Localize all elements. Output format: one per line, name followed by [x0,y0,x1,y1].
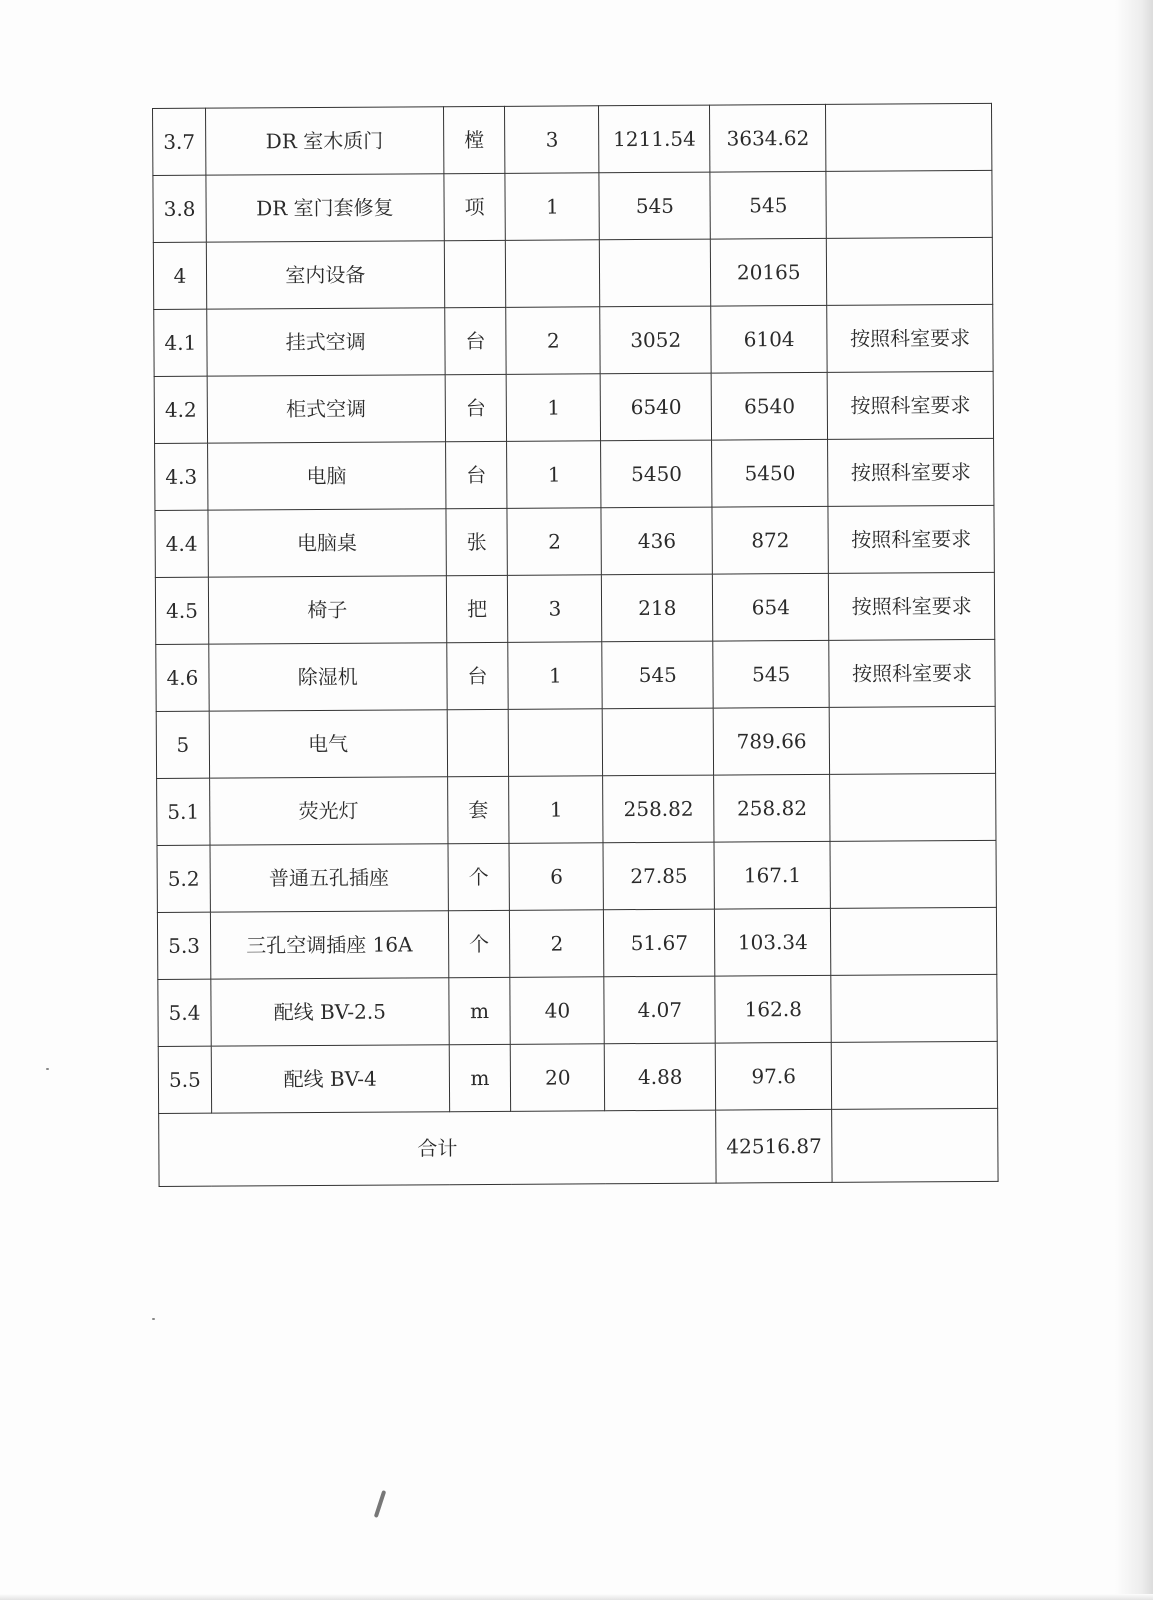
cell-remark: 按照科室要求 [829,639,995,707]
cell-unit: m [448,977,510,1044]
cell-remark [829,706,995,774]
cell-amount: 258.82 [714,774,830,842]
cell-remark: 按照科室要求 [829,572,995,640]
cell-price [600,239,711,307]
cell-amount: 167.1 [714,841,830,909]
total-amount: 42516.87 [716,1109,832,1183]
cell-price: 545 [599,172,710,240]
table-row [155,438,994,510]
cell-remark: 按照科室要求 [827,304,993,372]
cell-unit: 台 [445,441,507,508]
cell-amount: 97.6 [715,1042,831,1110]
cell-amount: 6540 [711,372,827,440]
cell-qty: 40 [510,977,604,1045]
cell-name: 电脑 [208,442,446,510]
total-row [159,1108,998,1186]
table-row [155,572,994,644]
cell-unit: 把 [446,575,508,642]
cell-remark: 按照科室要求 [828,438,994,506]
cell-name: 电气 [209,710,447,778]
cell-no: 5.5 [158,1046,211,1113]
table-row [157,840,996,912]
cell-price: 1211.54 [599,105,710,173]
cell-name: 普通五孔插座 [210,844,448,912]
cell-amount: 103.34 [715,908,831,976]
cell-remark [831,1041,997,1109]
cell-qty [506,240,600,308]
cell-remark [830,773,996,841]
table-row [157,773,996,845]
cell-unit: 套 [447,776,509,843]
cell-name: 三孔空调插座 16A [210,911,448,979]
cell-qty: 1 [508,642,602,710]
cell-amount: 3634.62 [710,104,826,172]
cell-price: 4.88 [605,1043,716,1111]
cell-qty: 2 [507,508,601,576]
cell-no: 5.3 [157,912,210,979]
table-row [156,639,995,711]
cell-amount: 162.8 [715,975,831,1043]
table-row [154,371,993,443]
cell-qty: 3 [505,106,599,174]
table-row [158,1041,997,1113]
cell-unit: 樘 [443,106,505,173]
table-row [157,907,996,979]
cell-no: 4 [153,242,206,309]
cell-name: 挂式空调 [207,308,445,376]
cell-qty [509,709,603,777]
cell-name: 室内设备 [206,241,444,309]
total-remark [832,1108,998,1182]
cell-name: 配线 BV-4 [211,1045,449,1113]
cell-amount: 6104 [711,305,827,373]
cell-remark: 按照科室要求 [827,371,993,439]
cell-no: 5 [156,711,209,778]
cell-unit: 个 [448,910,510,977]
cell-unit: 台 [445,374,507,441]
table-row [155,505,994,577]
cell-name: 荧光灯 [210,777,448,845]
cell-unit: 个 [448,843,510,910]
cell-no: 5.1 [157,778,210,845]
cell-remark [831,907,997,975]
cell-no: 5.2 [157,845,210,912]
cell-no: 5.4 [158,979,211,1046]
table-row [158,974,997,1046]
cell-amount: 654 [713,573,829,641]
cost-table [152,103,999,1187]
cell-qty: 6 [509,843,603,911]
cell-remark: 按照科室要求 [828,505,994,573]
cell-unit: m [449,1044,511,1111]
cell-name: 配线 BV-2.5 [211,978,449,1046]
cell-no: 4.3 [155,443,208,510]
cell-no: 4.2 [154,376,207,443]
cell-qty: 1 [507,441,601,509]
cell-remark [826,103,992,171]
cell-no: 4.6 [156,644,209,711]
cell-qty: 2 [510,910,604,978]
cell-no: 4.5 [155,577,208,644]
page-edge-shadow [1115,0,1153,1600]
cell-amount: 872 [712,506,828,574]
cell-amount: 545 [713,640,829,708]
scan-speck [152,1318,155,1320]
cell-name: 柜式空调 [207,375,445,443]
cell-qty: 1 [507,374,601,442]
cell-no: 3.7 [153,108,206,175]
cell-price: 258.82 [603,775,714,843]
cell-no: 4.4 [155,510,208,577]
cell-price: 436 [601,507,712,575]
cell-unit: 台 [446,642,508,709]
scan-speck [46,1068,49,1070]
cell-remark [827,237,993,305]
cell-price: 3052 [600,306,711,374]
cell-unit [447,709,509,776]
cell-qty: 3 [508,575,602,643]
cell-unit: 项 [443,173,505,240]
cell-price: 27.85 [603,842,714,910]
cell-price: 6540 [600,373,711,441]
cell-no: 3.8 [153,175,206,242]
cell-unit: 张 [446,508,508,575]
cell-amount: 789.66 [713,707,829,775]
cell-name: 电脑桌 [208,509,446,577]
cell-remark [830,840,996,908]
cell-price: 51.67 [604,909,715,977]
cell-no: 4.1 [154,309,207,376]
cell-qty: 1 [509,776,603,844]
cell-name: 除湿机 [209,643,447,711]
cell-name: DR 室门套修复 [206,174,444,242]
pen-mark [374,1490,386,1518]
cell-unit: 台 [444,307,506,374]
cell-price: 4.07 [604,976,715,1044]
cell-price: 218 [602,574,713,642]
cell-price: 5450 [601,440,712,508]
cell-remark [826,170,992,238]
cell-unit [444,240,506,307]
cell-name: DR 室木质门 [205,107,443,175]
cell-remark [831,974,997,1042]
page-bottom-edge [0,1594,1153,1600]
cell-qty: 1 [505,173,599,241]
cell-amount: 20165 [711,238,827,306]
table-row [154,304,993,376]
table-row [153,237,992,309]
cell-name: 椅子 [208,576,446,644]
table-row [153,103,992,175]
cell-qty: 2 [506,307,600,375]
table-row [153,170,992,242]
total-label: 合计 [159,1110,717,1186]
cell-amount: 545 [710,171,826,239]
cell-qty: 20 [511,1044,605,1112]
cell-amount: 5450 [712,439,828,507]
cell-price [603,708,714,776]
table-row [156,706,995,778]
cell-price: 545 [602,641,713,709]
table-body [153,103,999,1186]
